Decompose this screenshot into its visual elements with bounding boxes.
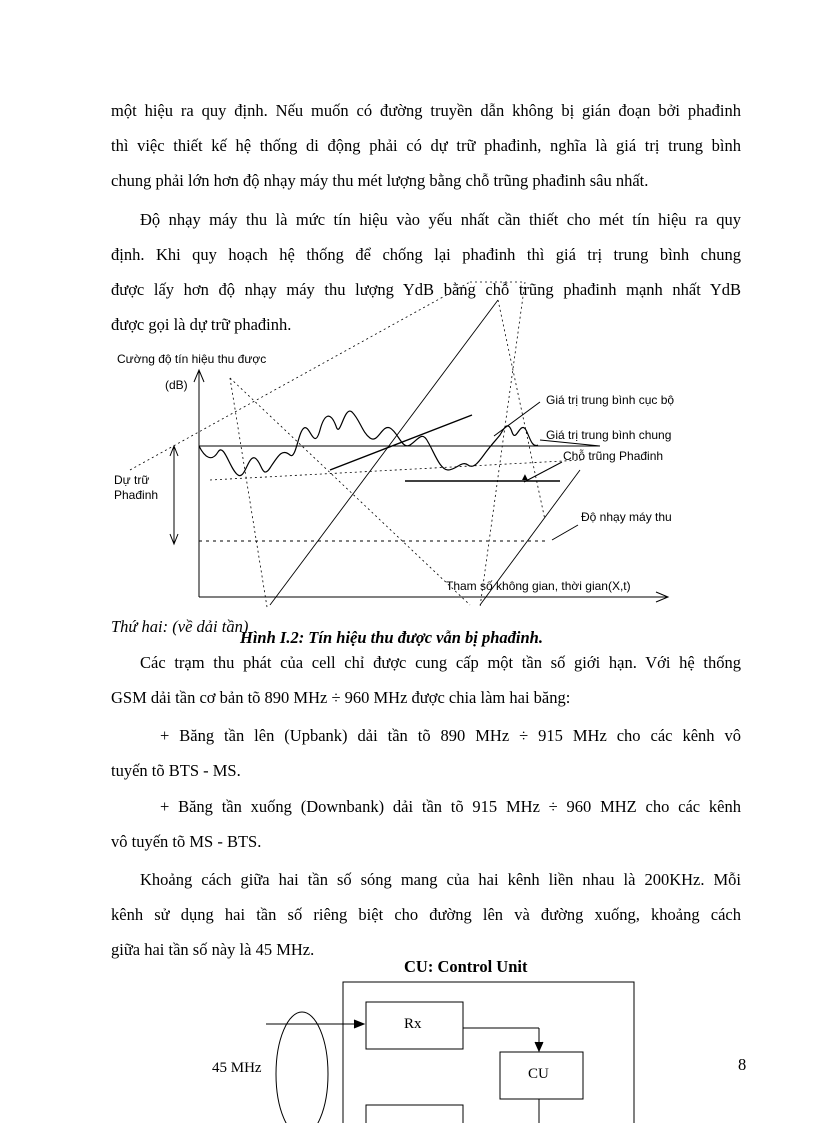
fade-margin-label-1: Dự trữ [114,473,150,487]
y-unit-label: (dB) [165,378,188,392]
svg-text:▲: ▲ [520,472,530,483]
cu-label: CU [528,1066,549,1082]
control-unit-title: CU: Control Unit [404,957,528,976]
paragraph-3-line-1: Các trạm thu phát của cell chỉ được cung cấp một tần số giới hạn. Với hệ thống [140,653,741,672]
fade-margin-label-2: Phađinh [114,488,159,502]
paragraph-1-line-3: chung phải lớn hơn độ nhạy máy thu mét lượng bằng chỗ trũng phađinh sâu nhất. [111,171,649,190]
section-heading: Thứ hai: (về dải tần) [111,617,249,636]
sensitivity-label: Độ nhạy máy thu [581,510,672,524]
control-unit-frame [343,982,634,1123]
paragraph-4-line-1: + Băng tần lên (Upbank) dải tần tõ 890 MHz ÷ 915 MHz cho các kênh vô [160,726,741,745]
tx-box [366,1105,463,1123]
frequency-ellipse [276,1012,328,1123]
paragraph-2-line-2: định. Khi quy hoạch hệ thống để chống lại phađinh thì giá trị trung bình chung [111,245,741,264]
fade-dip-label: Chỗ trũng Phađinh [563,449,664,463]
paragraph-6-line-3: giữa hai tần số này là 45 MHz. [111,940,315,959]
paragraph-2-line-1: Độ nhạy máy thu là mức tín hiệu vào yếu nhất cần thiết cho mét tín hiệu ra quy [140,210,741,229]
frequency-label: 45 MHz [212,1060,262,1076]
page-number: 8 [738,1055,747,1074]
paragraph-1-line-2: thì việc thiết kế hệ thống di động phải có dự trữ phađinh, nghĩa là giá trị trung bình [111,136,741,155]
global-mean-label: Giá trị trung bình chung [546,428,672,442]
rx-label: Rx [404,1016,422,1032]
x-axis-label: Tham số không gian, thời gian(X,t) [446,579,631,593]
figure-caption: Hình I.2: Tín hiệu thu được vẫn bị phađinh. [240,628,543,647]
paragraph-4-line-2: tuyến tõ BTS - MS. [111,761,241,780]
paragraph-5-line-1: + Băng tần xuống (Downbank) dải tần tõ 915 MHz ÷ 960 MHZ cho các kênh [160,797,741,816]
paragraph-3-line-2: GSM dải tần cơ bản tõ 890 MHz ÷ 960 MHz được chia làm hai băng: [111,688,571,707]
paragraph-6-line-2: kênh sử dụng hai tần số riêng biệt cho đường lên và đường xuống, khoảng cách [111,905,741,924]
paragraph-2-line-3: được lấy hơn độ nhạy máy thu lượng YdB bằng chỗ trũng phađinh mạnh nhất YdB [111,280,741,299]
paragraph-2-line-4: được gọi là dự trữ phađinh. [111,315,292,334]
paragraph-1-line-1: một hiệu ra quy định. Nếu muốn có đường truyền dẫn không bị gián đoạn bởi phađinh [111,101,741,120]
paragraph-5-line-2: vô tuyến tõ MS - BTS. [111,832,262,851]
local-mean-label: Giá trị trung bình cục bộ [546,393,675,407]
y-axis-label: Cường độ tín hiệu thu được [117,352,267,366]
paragraph-6-line-1: Khoảng cách giữa hai tần số sóng mang của hai kênh liền nhau là 200KHz. Mỗi [140,870,741,889]
